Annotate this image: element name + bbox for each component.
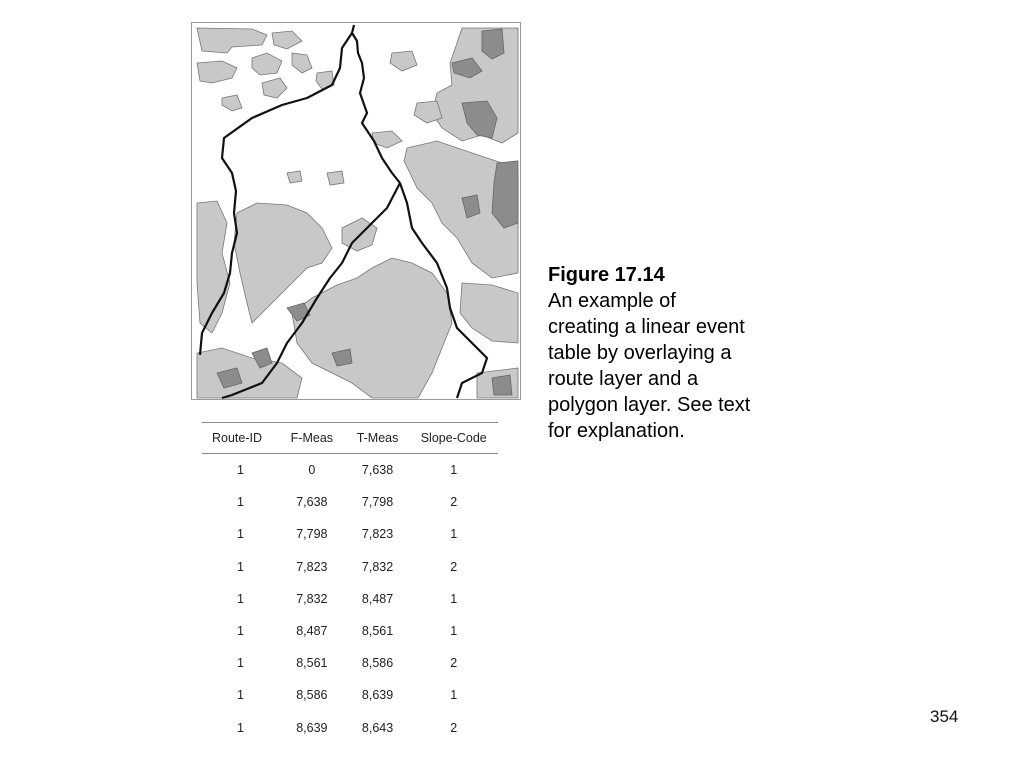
- cell-t-meas: 8,561: [361, 624, 394, 639]
- cell-f-meas: 7,638: [296, 495, 328, 510]
- figure-caption: [548, 262, 828, 444]
- cell-f-meas: 7,823: [296, 559, 328, 574]
- cell-f-meas: 8,561: [296, 656, 328, 671]
- cell-t-meas: 8,639: [361, 688, 394, 703]
- linear-event-table: [202, 422, 498, 744]
- cell-route-id: 1: [237, 720, 244, 735]
- header-slope-code: Slope-Code: [409, 423, 498, 454]
- table-row: [202, 615, 498, 647]
- cell-t-meas: 7,823: [361, 527, 394, 542]
- table-row: [202, 518, 498, 550]
- figure-title: Figure 17.14: [548, 264, 665, 286]
- caption-line: polygon layer. See text: [548, 394, 751, 416]
- cell-f-meas: 8,586: [296, 688, 328, 703]
- page-number: 354: [930, 707, 959, 726]
- table-row: [202, 551, 498, 583]
- caption-line: table by overlaying a: [548, 342, 732, 364]
- table-header-row: [202, 423, 498, 454]
- cell-slope-code: 2: [450, 656, 458, 671]
- route-polygon-overlay-map: [191, 22, 521, 400]
- cell-route-id: 1: [237, 559, 244, 574]
- cell-route-id: 1: [237, 495, 244, 510]
- header-route-id: Route-ID: [202, 423, 278, 454]
- table-row: [202, 712, 498, 744]
- caption-line: for explanation.: [548, 420, 685, 442]
- cell-route-id: 1: [237, 591, 244, 606]
- cell-slope-code: 1: [450, 624, 458, 639]
- table-row: [202, 486, 498, 518]
- cell-route-id: 1: [237, 688, 244, 703]
- cell-slope-code: 1: [450, 591, 458, 606]
- cell-route-id: 1: [237, 463, 244, 478]
- cell-slope-code: 1: [450, 463, 458, 478]
- cell-slope-code: 2: [450, 495, 458, 510]
- caption-line: An example of: [548, 290, 676, 312]
- cell-slope-code: 2: [450, 559, 458, 574]
- cell-slope-code: 1: [450, 688, 458, 703]
- caption-line: creating a linear event: [548, 316, 745, 338]
- caption-line: route layer and a: [548, 368, 699, 390]
- route-main-north: [352, 25, 400, 183]
- cell-f-meas: 7,798: [296, 527, 328, 542]
- cell-t-meas: 7,798: [361, 495, 394, 510]
- cell-t-meas: 8,487: [361, 591, 394, 606]
- cell-t-meas: 7,832: [361, 559, 394, 574]
- cell-f-meas: 8,639: [296, 720, 328, 735]
- cell-slope-code: 1: [450, 527, 458, 542]
- cell-t-meas: 8,643: [361, 720, 394, 735]
- header-f-meas: F-Meas: [278, 423, 346, 454]
- cell-route-id: 1: [237, 624, 244, 639]
- cell-t-meas: 8,586: [361, 656, 394, 671]
- cell-f-meas: 7,832: [296, 591, 328, 606]
- table-row: [202, 647, 498, 679]
- table-row: [202, 454, 498, 487]
- cell-route-id: 1: [237, 656, 244, 671]
- table-row: [202, 679, 498, 711]
- cell-slope-code: 2: [450, 720, 458, 735]
- cell-f-meas: 8,487: [296, 624, 328, 639]
- map-svg: [192, 23, 520, 399]
- cell-route-id: 1: [237, 527, 244, 542]
- header-t-meas: T-Meas: [346, 423, 410, 454]
- cell-t-meas: 7,638: [361, 463, 394, 478]
- table-row: [202, 583, 498, 615]
- cell-f-meas: 0: [308, 463, 316, 478]
